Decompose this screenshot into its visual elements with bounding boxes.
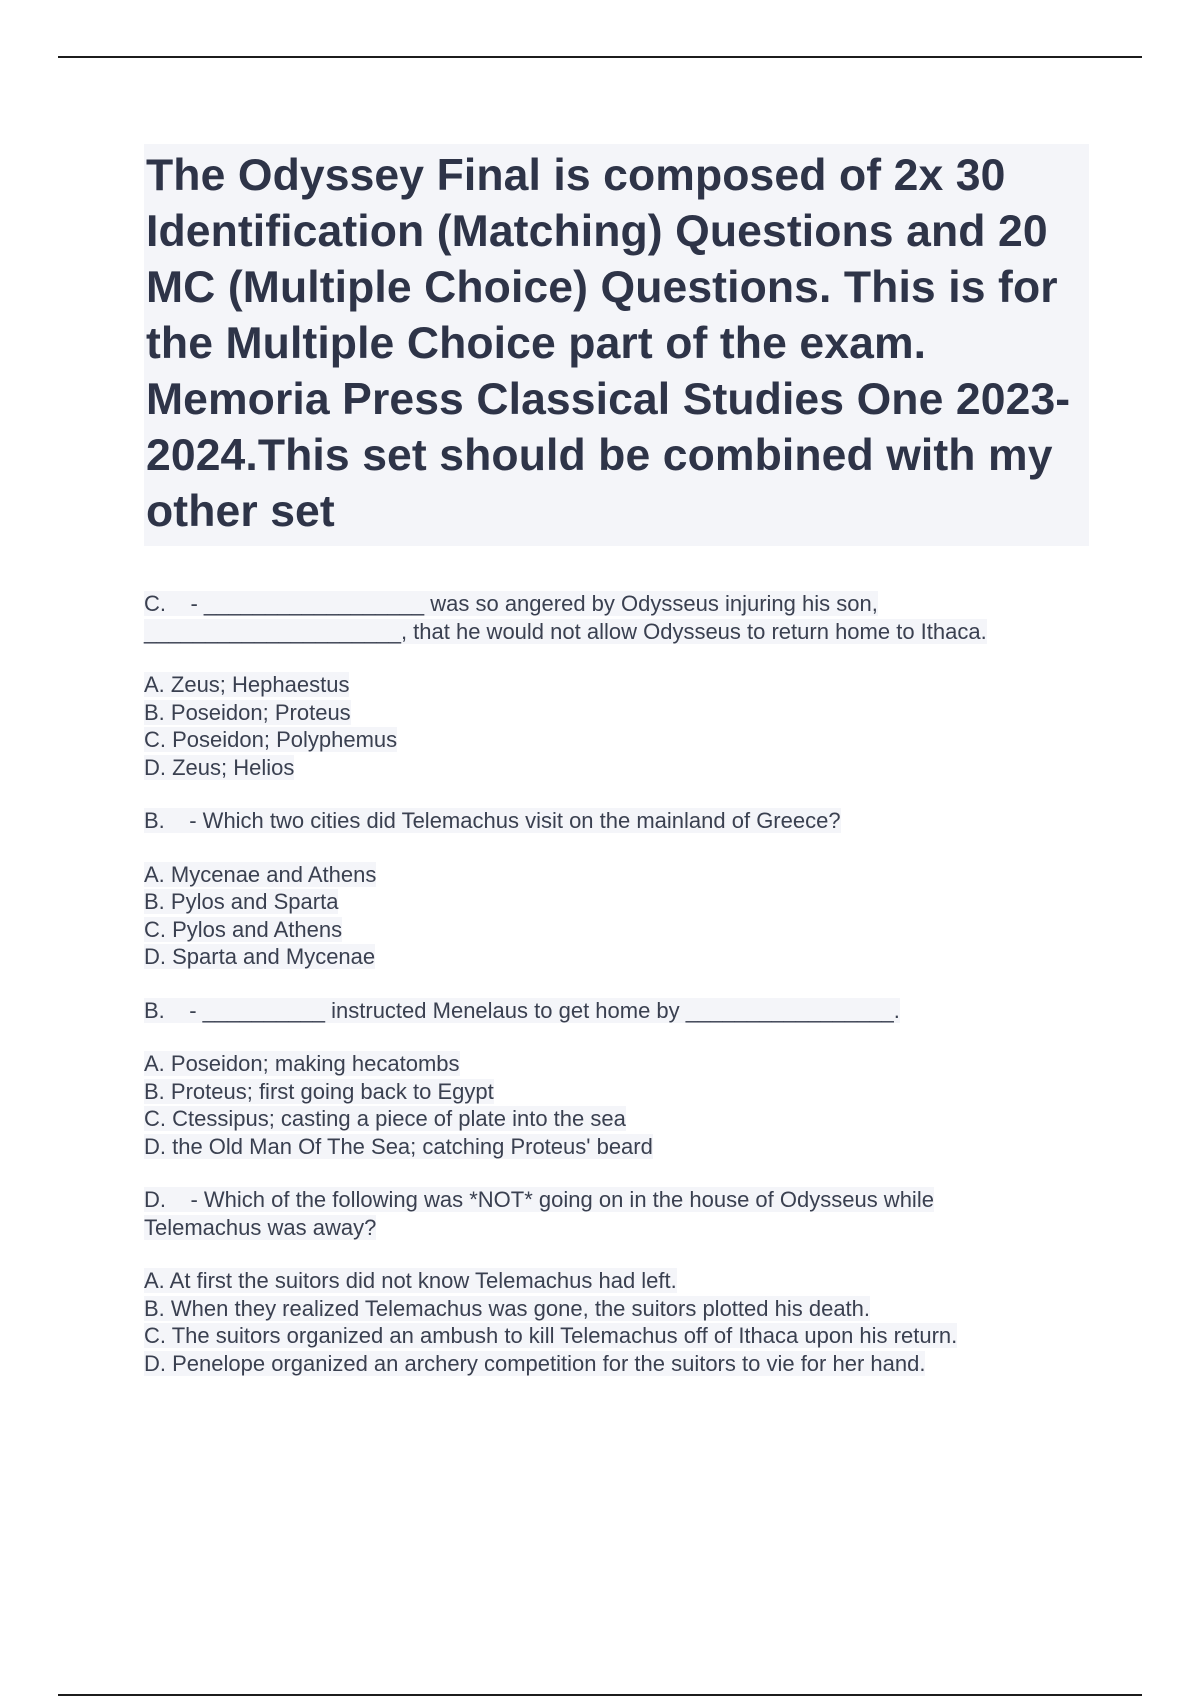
question-4-line-1: D. - Which of the following was *NOT* going on in the house of Odysseus while: [144, 1187, 934, 1212]
option-item: [144, 861, 1089, 889]
question-4: [144, 1186, 1089, 1377]
question-4-text: [144, 1186, 1089, 1241]
option-text: B. Poseidon; Proteus: [144, 699, 351, 725]
question-3-line-1: B. - __________ instructed Menelaus to get home by _________________.: [144, 997, 900, 1023]
option-text: C. Pylos and Athens: [144, 916, 343, 942]
option-item: [144, 1078, 1089, 1106]
option-item: [144, 1105, 1089, 1133]
option-item: [144, 1050, 1089, 1078]
option-item: [144, 943, 1089, 971]
question-3-options: [144, 1050, 1089, 1160]
title-block: [144, 144, 1089, 546]
option-item: [144, 1267, 1089, 1295]
questions-section: [144, 590, 1089, 1403]
option-text: D. Penelope organized an archery competition for the suitors to vie for her hand.: [144, 1350, 926, 1376]
option-item: [144, 699, 1089, 727]
question-3-text: [144, 997, 1089, 1025]
question-3: [144, 997, 1089, 1161]
question-2-line-1: B. - Which two cities did Telemachus visit on the mainland of Greece?: [144, 808, 841, 833]
option-text: D. Sparta and Mycenae: [144, 944, 376, 969]
top-rule: [58, 56, 1142, 58]
question-1-options: [144, 671, 1089, 781]
option-text: C. Ctessipus; casting a piece of plate into the sea: [144, 1106, 626, 1131]
question-2-text: [144, 807, 1089, 835]
bottom-rule: [58, 1694, 1142, 1696]
option-text: A. Mycenae and Athens: [144, 861, 377, 887]
option-text: A. At first the suitors did not know Telemachus had left.: [144, 1268, 677, 1293]
document-title: The Odyssey Final is composed of 2x 30 Identification (Matching) Questions and 20 MC (Multiple Choice) Questions. This is for the Multiple Choice part of the exam. Memoria Press Classical Studies One 2023-2024.This set should be combined with my other set: [146, 151, 1071, 536]
option-text: C. The suitors organized an ambush to kill Telemachus off of Ithaca upon his return.: [144, 1323, 958, 1348]
question-1-text: [144, 590, 1089, 645]
option-text: B. When they realized Telemachus was gone, the suitors plotted his death.: [144, 1295, 871, 1321]
question-2-options: [144, 861, 1089, 971]
option-item: [144, 916, 1089, 944]
option-item: [144, 888, 1089, 916]
option-item: [144, 1350, 1089, 1378]
question-4-options: [144, 1267, 1089, 1377]
option-text: A. Zeus; Hephaestus: [144, 672, 350, 697]
question-4-line-2: Telemachus was away?: [144, 1214, 377, 1240]
question-1: [144, 590, 1089, 781]
option-text: A. Poseidon; making hecatombs: [144, 1051, 460, 1076]
option-item: [144, 1133, 1089, 1161]
option-text: D. the Old Man Of The Sea; catching Proteus' beard: [144, 1133, 653, 1159]
option-item: [144, 1322, 1089, 1350]
question-1-line-1: C. - __________________ was so angered by Odysseus injuring his son,: [144, 591, 878, 616]
option-text: B. Proteus; first going back to Egypt: [144, 1078, 494, 1104]
option-text: D. Zeus; Helios: [144, 754, 295, 780]
question-1-line-2: _____________________, that he would not allow Odysseus to return home to Ithaca.: [144, 618, 987, 644]
option-item: [144, 1295, 1089, 1323]
option-text: B. Pylos and Sparta: [144, 889, 339, 914]
question-2: [144, 807, 1089, 971]
option-item: [144, 671, 1089, 699]
option-item: [144, 754, 1089, 782]
option-item: [144, 726, 1089, 754]
option-text: C. Poseidon; Polyphemus: [144, 727, 398, 752]
